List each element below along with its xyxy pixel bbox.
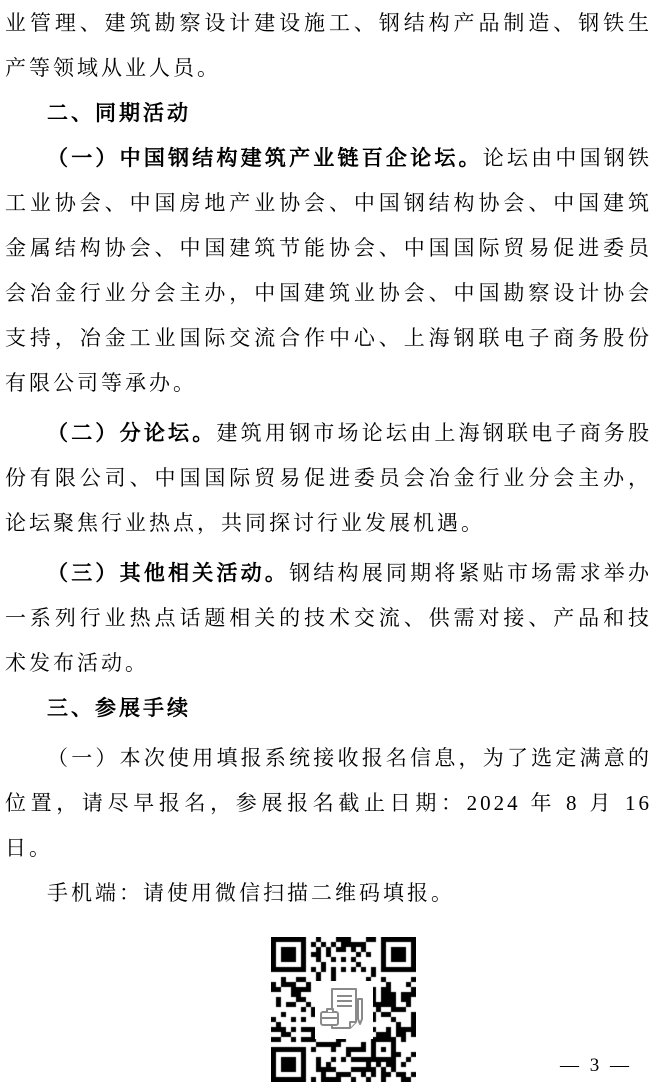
paragraph-lead-2: （二）分论坛。 [47,421,217,445]
qr-center-badge [315,981,373,1039]
paragraph-text-1: 论坛由中国钢铁工业协会、中国房地产业协会、中国钢结构协会、中国建筑金属结构协会、中国建筑节能协会、中国国际贸易促进委员会冶金行业分会主办，中国建筑业协会、中国勘察设计协会支持，冶金工业国际交流合作中心、上海钢联电子商务股份有限公司等承办。 [5,146,652,395]
paragraph-registration: （一）本次使用填报系统接收报名信息，为了选定满意的位置，请尽早报名，参展报名截止日期：2024 年 8 月 16 日。 [5,746,652,860]
paragraph-other-activities [5,551,652,686]
paragraph-mobile: 手机端：请使用微信扫描二维码填报。 [47,881,455,905]
paragraph-text-2: 建筑用钢市场论坛由上海钢联电子商务股份有限公司、中国国际贸易促进委员会冶金行业分会主办，论坛聚焦行业热点，共同探讨行业发展机遇。 [5,421,653,535]
document-pencil-briefcase-icon [316,982,372,1038]
paragraph-subforum [5,411,652,546]
page-number: — 3 — [560,1055,632,1076]
paragraph-lead-1: （一）中国钢结构建筑产业链百企论坛。 [47,146,483,170]
paragraph-forum [5,136,652,406]
paragraph-lead-3: （三）其他相关活动。 [47,561,290,585]
paragraph-continuation: 业管理、建筑勘察设计建设施工、钢结构产品制造、钢铁生产等领域从业人员。 [5,11,652,80]
qr-code-container [5,937,652,1087]
section-heading-exhibition-procedures: 三、参展手续 [47,697,191,720]
paragraph-text-3: 钢结构展同期将紧贴市场需求举办一系列行业热点话题相关的技术交流、供需对接、产品和技术发布活动。 [5,561,653,675]
section-heading-concurrent-activities: 二、同期活动 [47,102,191,125]
qr-code [271,937,416,1082]
